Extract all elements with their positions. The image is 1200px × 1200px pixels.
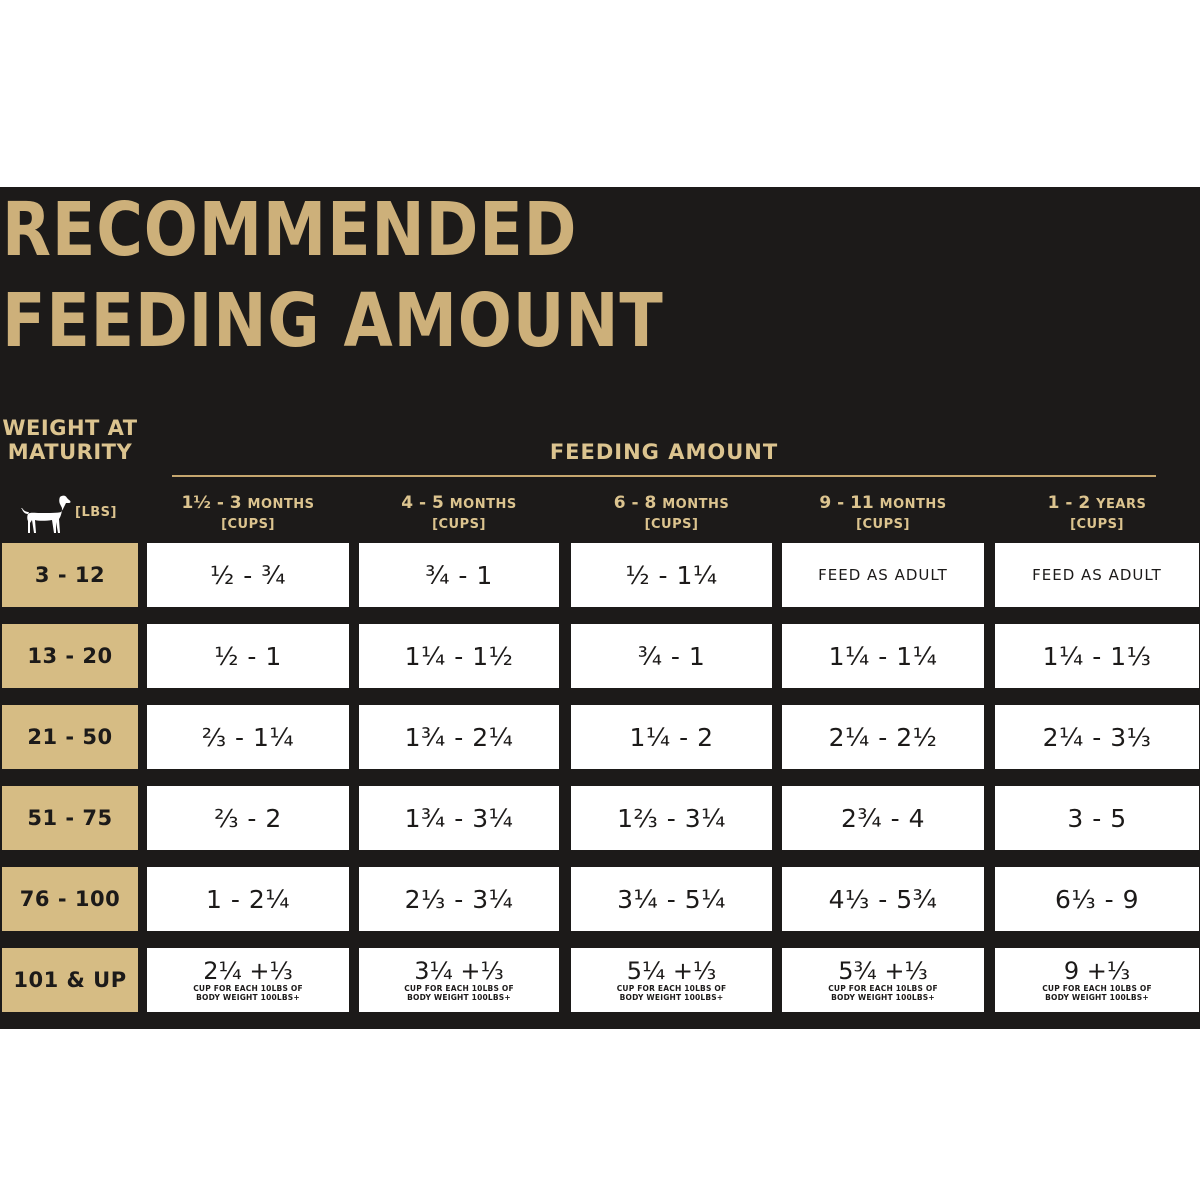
column-header-cups: [CUPS] [1070,517,1124,532]
column-header-cups: [CUPS] [856,517,910,532]
feeding-cell [782,867,984,931]
weight-cell: 21 - 50 [2,705,138,769]
feeding-cell [147,543,349,607]
feeding-cell [359,705,559,769]
feeding-value: ¾ - 1 [637,641,706,671]
feeding-value: 1¾ - 2¼ [404,722,514,752]
weight-header-line1: WEIGHT AT [2,416,138,440]
feeding-cell [571,948,772,1012]
column-header [781,493,985,535]
feeding-note-line2: BODY WEIGHT 100LBS+ [619,993,724,1002]
feeding-cell [147,786,349,850]
weight-cell: 13 - 20 [2,624,138,688]
feeding-value: 2⅓ - 3¼ [404,884,514,914]
column-header-range: 9 - 11 [819,493,880,513]
feeding-value: 3¼ +⅓ [414,957,504,985]
dog-silhouette-icon [20,494,72,536]
column-header-age [995,493,1199,515]
weight-header-line2: MATURITY [7,440,133,464]
feeding-cell [782,624,984,688]
feeding-value: 6⅓ - 9 [1055,884,1139,914]
weight-cell: 3 - 12 [2,543,138,607]
feeding-value: ½ - ¾ [210,560,286,590]
feeding-value: 9 +⅓ [1063,957,1131,985]
feeding-cell [782,543,984,607]
feeding-note-line2: BODY WEIGHT 100LBS+ [196,993,300,1002]
column-header-age [146,493,350,515]
feeding-cell [359,948,559,1012]
feeding-value: 5¾ +⅓ [838,957,928,985]
feeding-value: 2¼ +⅓ [203,957,293,985]
column-header-unit: YEARS [1096,497,1147,512]
feeding-value: 1¾ - 3¼ [404,803,514,833]
column-header [146,493,350,535]
feeding-note-line1: CUP FOR EACH 10LBS OF [193,984,303,993]
column-header-unit: MONTHS [879,497,947,512]
feeding-cell [359,543,559,607]
feeding-value: ½ - 1¼ [625,560,718,590]
feeding-cell [995,624,1199,688]
feeding-cell [571,624,772,688]
feeding-cell [359,867,559,931]
feeding-value: 1¼ - 2 [629,722,714,752]
feeding-cell [995,705,1199,769]
weight-cell: 101 & UP [2,948,138,1012]
feeding-value: ½ - 1 [214,641,282,671]
weight-at-maturity-header [0,416,140,464]
feeding-cell [995,543,1199,607]
feeding-value: FEED AS ADULT [818,566,948,584]
column-header-age [570,493,774,515]
feeding-cell [995,867,1199,931]
column-header-unit: MONTHS [247,497,315,512]
feeding-cell [782,786,984,850]
feeding-value: 1 - 2¼ [206,884,290,914]
feeding-cell [571,786,772,850]
feeding-value: FEED AS ADULT [1032,566,1162,584]
feeding-value: 1¼ - 1¼ [828,641,938,671]
feeding-cell [782,948,984,1012]
column-header-unit: MONTHS [662,497,730,512]
column-header-cups: [CUPS] [644,517,699,532]
feeding-value: 3 - 5 [1067,803,1127,833]
column-header-range: 1½ - 3 [181,493,248,513]
feeding-note-line1: CUP FOR EACH 10LBS OF [616,984,727,993]
feeding-note-line1: CUP FOR EACH 10LBS OF [404,984,514,993]
feeding-cell [147,867,349,931]
page-title-line2: FEEDING AMOUNT [2,278,664,364]
feeding-cell [147,624,349,688]
feeding-note-line2: BODY WEIGHT 100LBS+ [1045,993,1149,1002]
feeding-cell [995,948,1199,1012]
feeding-value: 1¼ - 1⅓ [1042,641,1152,671]
feeding-value: ¾ - 1 [425,560,493,590]
feeding-value: 5¼ +⅓ [626,957,717,985]
feeding-cell [571,867,772,931]
feeding-note-line2: BODY WEIGHT 100LBS+ [407,993,511,1002]
column-header-range: 4 - 5 [401,493,450,513]
page-title-line1: RECOMMENDED [2,187,578,273]
column-header-cups: [CUPS] [221,517,275,532]
feeding-cell [782,705,984,769]
feeding-value: 2¾ - 4 [841,803,925,833]
column-header-range: 6 - 8 [613,493,663,513]
feeding-cell [359,624,559,688]
column-header [995,493,1199,535]
header-divider [172,475,1156,477]
unit-label: [LBS] [75,505,117,520]
feeding-amount-header: FEEDING AMOUNT [549,440,779,464]
feeding-value: 4⅓ - 5¾ [828,884,938,914]
feeding-cell [147,948,349,1012]
feeding-cell [147,705,349,769]
feeding-note-line1: CUP FOR EACH 10LBS OF [1042,984,1152,993]
column-header-unit: MONTHS [449,497,517,512]
feeding-value: 2¼ - 2½ [828,722,938,752]
feeding-cell [571,705,772,769]
weight-cell: 76 - 100 [2,867,138,931]
feeding-cell [571,543,772,607]
column-header-age [781,493,985,515]
column-header-cups: [CUPS] [432,517,486,532]
column-header [357,493,561,535]
column-header-range: 1 - 2 [1047,493,1097,513]
column-header-age [357,493,561,515]
feeding-value: ⅔ - 1¼ [201,722,295,752]
feeding-value: 2¼ - 3⅓ [1042,722,1152,752]
feeding-cell [995,786,1199,850]
weight-cell: 51 - 75 [2,786,138,850]
feeding-value: ⅔ - 2 [214,803,282,833]
feeding-value: 1⅔ - 3¼ [617,803,726,833]
feeding-value: 3¼ - 5¼ [617,884,726,914]
column-header [570,493,774,535]
feeding-note-line1: CUP FOR EACH 10LBS OF [828,984,938,993]
feeding-value: 1¼ - 1½ [404,641,514,671]
feeding-note-line2: BODY WEIGHT 100LBS+ [831,993,935,1002]
feeding-cell [359,786,559,850]
